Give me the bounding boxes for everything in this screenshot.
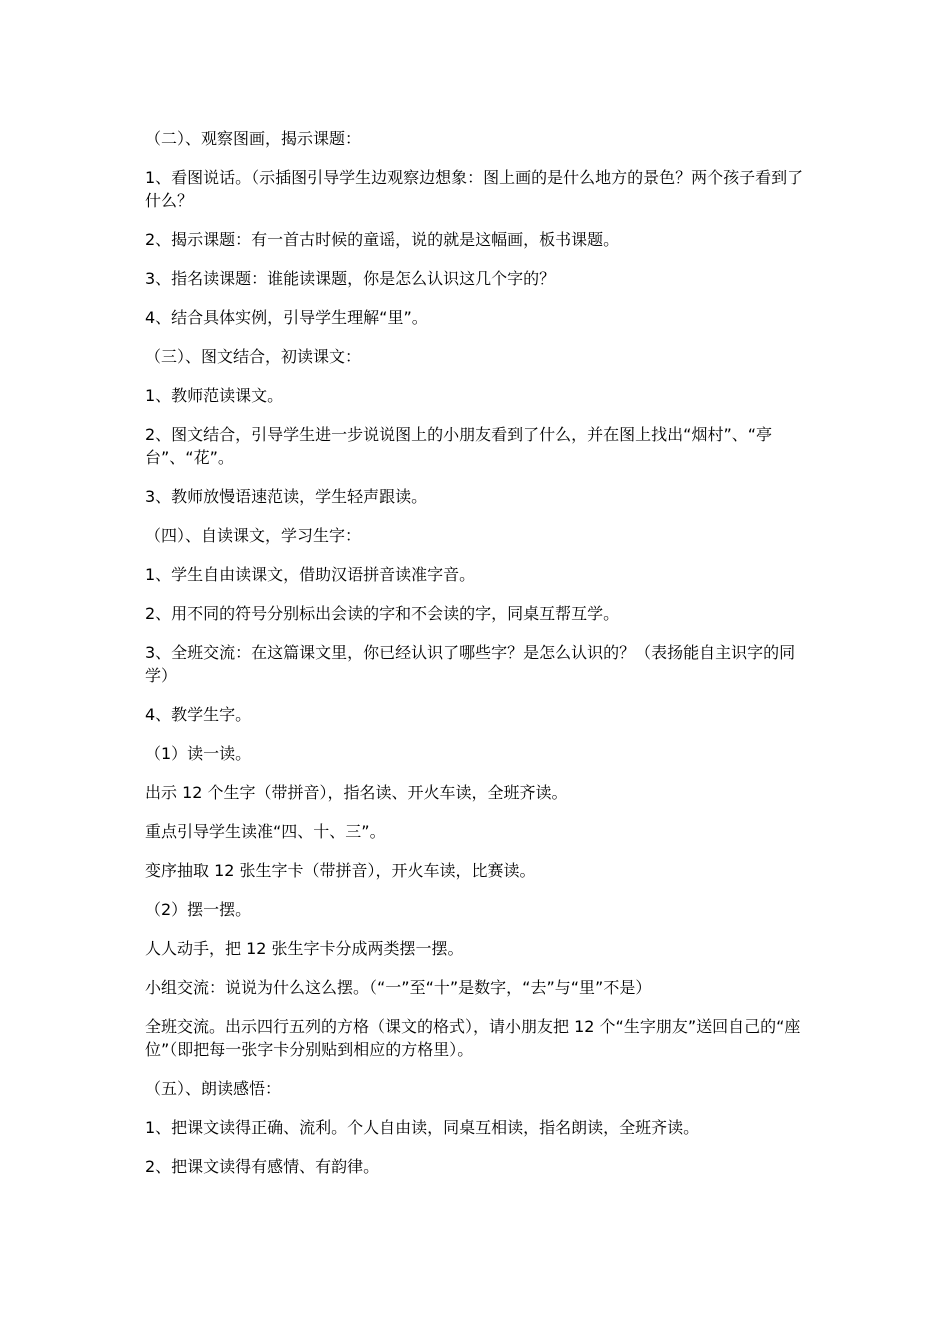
paragraph: 3、全班交流：在这篇课文里，你已经认识了哪些字？是怎么认识的？（表扬能自主识字的同学） bbox=[145, 643, 796, 685]
paragraph: 2、图文结合，引导学生进一步说说图上的小朋友看到了什么，并在图上找出“烟村”、“亭台”、“花”。 bbox=[145, 425, 773, 467]
subheading: （1）读一读。 bbox=[145, 744, 252, 763]
paragraph: 4、教学生字。 bbox=[145, 705, 252, 724]
paragraph: 人人动手，把 12 张生字卡分成两类摆一摆。 bbox=[145, 939, 464, 958]
paragraph: 1、看图说话。（示插图引导学生边观察边想象：图上画的是什么地方的景色？两个孩子看到了什么？ bbox=[145, 168, 804, 210]
paragraph: 4、结合具体实例，引导学生理解“里”。 bbox=[145, 308, 428, 327]
paragraph: 3、指名读课题：谁能读课题，你是怎么认识这几个字的？ bbox=[145, 269, 556, 288]
subheading: （2）摆一摆。 bbox=[145, 900, 252, 919]
section-heading-2: （二）、观察图画，揭示课题： bbox=[145, 129, 362, 148]
paragraph: 小组交流：说说为什么这么摆。（“一”至“十”是数字，“去”与“里”不是） bbox=[145, 978, 652, 997]
section-heading-5: （五）、朗读感悟： bbox=[145, 1079, 282, 1098]
paragraph: 重点引导学生读准“四、十、三”。 bbox=[145, 822, 386, 841]
section-heading-3: （三）、图文结合，初读课文： bbox=[145, 347, 362, 366]
paragraph: 1、把课文读得正确、流利。个人自由读，同桌互相读，指名朗读，全班齐读。 bbox=[145, 1118, 700, 1137]
document-page bbox=[145, 127, 810, 1194]
paragraph: 2、用不同的符号分别标出会读的字和不会读的字，同桌互帮互学。 bbox=[145, 604, 620, 623]
paragraph: 2、把课文读得有感情、有韵律。 bbox=[145, 1157, 380, 1176]
paragraph: 变序抽取 12 张生字卡（带拼音），开火车读，比赛读。 bbox=[145, 861, 536, 880]
section-heading-4: （四）、自读课文，学习生字： bbox=[145, 526, 362, 545]
paragraph: 出示 12 个生字（带拼音），指名读、开火车读，全班齐读。 bbox=[145, 783, 568, 802]
paragraph: 全班交流。出示四行五列的方格（课文的格式），请小朋友把 12 个“生字朋友”送回自己的“座位”（即把每一张字卡分别贴到相应的方格里）。 bbox=[145, 1017, 801, 1059]
paragraph: 3、教师放慢语速范读，学生轻声跟读。 bbox=[145, 487, 428, 506]
paragraph: 2、揭示课题：有一首古时候的童谣，说的就是这幅画，板书课题。 bbox=[145, 230, 620, 249]
paragraph: 1、教师范读课文。 bbox=[145, 386, 284, 405]
paragraph: 1、学生自由读课文，借助汉语拼音读准字音。 bbox=[145, 565, 476, 584]
